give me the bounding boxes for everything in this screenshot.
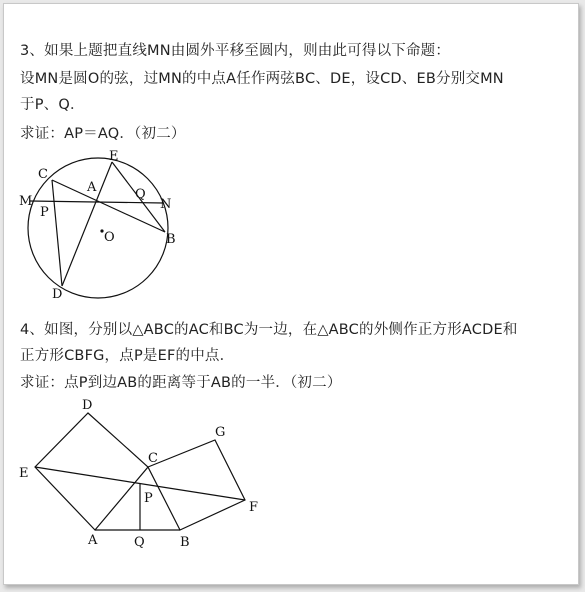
label-g: G <box>215 425 226 440</box>
label-n: N <box>160 197 172 212</box>
label-c2: C <box>148 451 158 466</box>
label-e2: E <box>19 466 29 481</box>
label-d: D <box>52 287 63 302</box>
square-acde <box>35 413 148 530</box>
label-q: Q <box>135 187 146 202</box>
segment-cd <box>52 180 62 286</box>
problem3-statement-line3: 于P、Q． <box>20 97 85 113</box>
figure1-circle-chords <box>19 149 176 302</box>
chord-bc <box>52 180 165 232</box>
figure2-squares <box>19 398 258 550</box>
label-p: P <box>40 205 49 220</box>
problem3-statement-line1: 3、如果上题把直线MN由圆外平移至圆内，则由此可得以下命题： <box>20 43 451 59</box>
label-d2: D <box>82 398 93 413</box>
problem3-statement-line2: 设MN是圆O的弦，过MN的中点A任作两弦BC、DE，设CD、EB分别交MN <box>20 71 504 87</box>
label-e: E <box>109 149 119 164</box>
label-b: B <box>166 232 176 247</box>
label-p2: P <box>144 491 153 506</box>
label-a: A <box>87 180 97 195</box>
problem4-prove-line: 求证：点P到边AB的距离等于AB的一半．（初二） <box>20 375 342 391</box>
problem4-statement-line2: 正方形CBFG，点P是EF的中点． <box>20 348 235 364</box>
label-a2: A <box>88 533 98 548</box>
label-q2: Q <box>134 535 145 550</box>
label-b2: B <box>180 535 190 550</box>
label-c: C <box>38 167 48 182</box>
problem3-prove-line: 求证：AP＝AQ．（初二） <box>20 126 186 142</box>
square-cbfg <box>148 440 245 530</box>
label-m: M <box>19 194 33 209</box>
label-o: O <box>104 230 115 245</box>
label-f: F <box>249 500 259 515</box>
problem4-statement-line1: 4、如图，分别以△ABC的AC和BC为一边，在△ABC的外侧作正方形ACDE和 <box>20 322 518 338</box>
circle-o <box>28 158 168 298</box>
